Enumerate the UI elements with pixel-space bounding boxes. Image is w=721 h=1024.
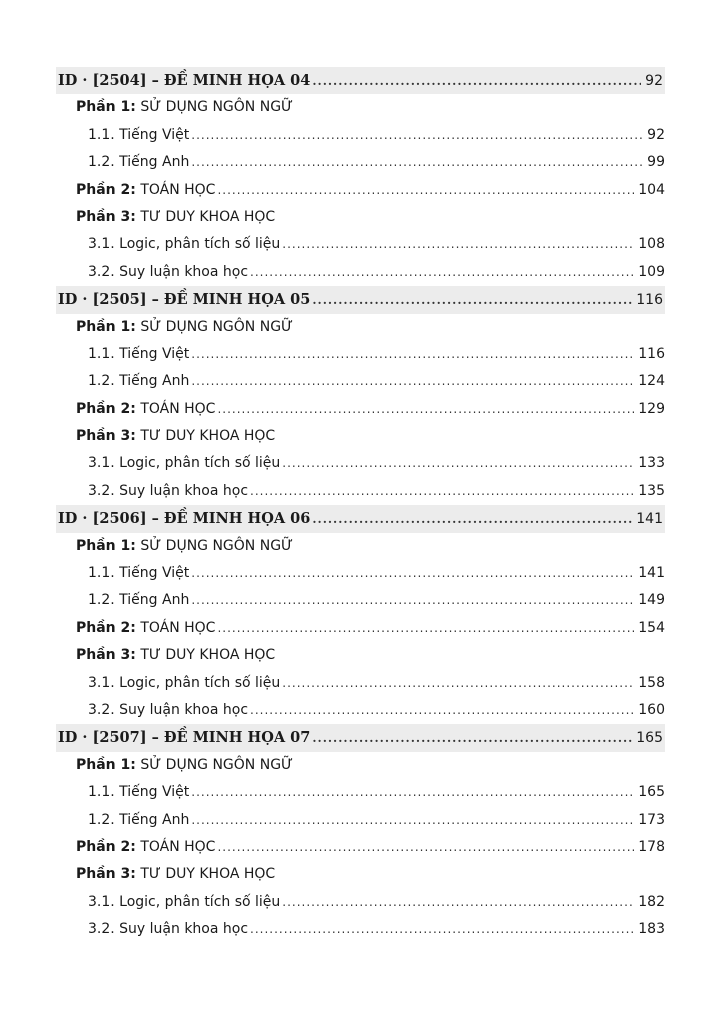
dot-leader <box>217 396 634 423</box>
toc-sub-label: 3.2. Suy luận khoa học <box>88 921 249 938</box>
toc-sub-row[interactable] <box>56 149 665 176</box>
toc-sub-label: 1.1. Tiếng Việt <box>88 565 190 582</box>
dot-leader <box>191 560 634 587</box>
toc-sub-label: 1.1. Tiếng Việt <box>88 345 190 362</box>
toc-part-label <box>76 861 275 888</box>
page-number: 178 <box>638 838 665 855</box>
dot-leader <box>312 725 632 752</box>
dot-leader <box>217 834 634 861</box>
toc-section <box>56 505 665 724</box>
toc-sub-row[interactable] <box>56 450 665 477</box>
toc-part-label <box>76 396 215 423</box>
page-number: 135 <box>638 482 665 499</box>
toc-sub-row[interactable] <box>56 368 665 395</box>
page-number: 104 <box>638 181 665 198</box>
toc-sub-label: 1.1. Tiếng Việt <box>88 784 190 801</box>
toc-part-row[interactable] <box>56 177 665 204</box>
toc-sub-label: 1.2. Tiếng Anh <box>88 154 190 171</box>
toc-part-prefix: Phần 2: <box>76 400 136 417</box>
toc-sub-label: 1.2. Tiếng Anh <box>88 592 190 609</box>
toc-sub-row[interactable] <box>56 231 665 258</box>
toc-part-title: TOÁN HỌC <box>140 619 216 636</box>
toc-sub-row[interactable] <box>56 807 665 834</box>
toc-part-row[interactable] <box>56 396 665 423</box>
toc-part-label <box>76 423 275 450</box>
toc-section <box>56 724 665 943</box>
toc-sub-row[interactable] <box>56 122 665 149</box>
toc-part-label <box>76 533 293 560</box>
page-number: 160 <box>638 701 665 718</box>
page-number: 108 <box>638 236 665 253</box>
toc-part-title: SỬ DỤNG NGÔN NGỮ <box>140 99 294 116</box>
page-number: 109 <box>638 263 665 280</box>
dot-leader <box>282 231 634 258</box>
toc-part-title: TOÁN HỌC <box>140 181 216 198</box>
page-number: 124 <box>638 373 665 390</box>
toc-heading-row[interactable] <box>56 505 665 532</box>
toc-sub-row[interactable] <box>56 670 665 697</box>
dot-leader <box>282 450 634 477</box>
toc-part-row[interactable] <box>56 314 665 341</box>
toc-sub-row[interactable] <box>56 341 665 368</box>
page-number: 154 <box>638 619 665 636</box>
toc-part-title: TƯ DUY KHOA HỌC <box>140 208 276 225</box>
toc-heading: ID · [2504] – ĐỀ MINH HỌA 04 <box>58 72 311 89</box>
toc-part-prefix: Phần 1: <box>76 99 136 116</box>
toc-part-prefix: Phần 2: <box>76 838 136 855</box>
toc-heading: ID · [2506] – ĐỀ MINH HỌA 06 <box>58 510 311 528</box>
dot-leader <box>312 506 632 533</box>
toc-part-prefix: Phần 3: <box>76 208 136 225</box>
toc-sub-label: 3.1. Logic, phân tích số liệu <box>88 236 281 253</box>
dot-leader <box>250 478 634 505</box>
toc-part-label <box>76 615 215 642</box>
dot-leader <box>250 916 634 943</box>
dot-leader <box>191 122 643 149</box>
toc-heading-row[interactable] <box>56 724 665 751</box>
toc-sub-label: 3.1. Logic, phân tích số liệu <box>88 674 281 691</box>
dot-leader <box>191 779 634 806</box>
dot-leader <box>191 807 634 834</box>
toc-part-row[interactable] <box>56 642 665 669</box>
dot-leader <box>217 615 634 642</box>
page-number: 165 <box>636 730 663 747</box>
page-number: 141 <box>638 565 665 582</box>
toc-part-prefix: Phần 2: <box>76 619 136 636</box>
page-number: 183 <box>638 921 665 938</box>
toc-part-prefix: Phần 2: <box>76 181 136 198</box>
toc-part-row[interactable] <box>56 204 665 231</box>
toc-part-prefix: Phần 1: <box>76 756 136 773</box>
dot-leader <box>250 259 634 286</box>
toc-part-label <box>76 204 275 231</box>
page-number: 99 <box>647 154 665 171</box>
toc-part-label <box>76 752 293 779</box>
toc-part-label <box>76 642 275 669</box>
toc-sub-label: 1.2. Tiếng Anh <box>88 373 190 390</box>
toc-sub-label: 3.1. Logic, phân tích số liệu <box>88 455 281 472</box>
page-number: 173 <box>638 811 665 828</box>
toc-part-prefix: Phần 1: <box>76 537 136 554</box>
page-number: 182 <box>638 893 665 910</box>
toc-part-title: SỬ DỤNG NGÔN NGỮ <box>140 318 294 335</box>
page-number: 149 <box>638 592 665 609</box>
page-number: 165 <box>638 784 665 801</box>
toc-part-title: TOÁN HỌC <box>140 838 216 855</box>
toc-sub-row[interactable] <box>56 889 665 916</box>
toc-part-prefix: Phần 3: <box>76 647 136 664</box>
dot-leader <box>282 670 634 697</box>
toc-sub-row[interactable] <box>56 916 665 943</box>
toc-sub-label: 1.2. Tiếng Anh <box>88 811 190 828</box>
dot-leader <box>312 287 632 314</box>
page-number: 116 <box>638 345 665 362</box>
dot-leader <box>282 889 634 916</box>
toc-sub-row[interactable] <box>56 259 665 286</box>
page-number: 141 <box>636 511 663 528</box>
toc-part-row[interactable] <box>56 861 665 888</box>
toc-part-prefix: Phần 1: <box>76 318 136 335</box>
dot-leader <box>312 68 641 95</box>
toc-part-row[interactable] <box>56 94 665 121</box>
toc-sub-row[interactable] <box>56 697 665 724</box>
page-number: 92 <box>647 126 665 143</box>
toc-part-title: TƯ DUY KHOA HỌC <box>140 647 276 664</box>
page-number: 158 <box>638 674 665 691</box>
toc-sub-row[interactable] <box>56 587 665 614</box>
toc-section <box>56 67 665 286</box>
toc-heading-row[interactable] <box>56 286 665 313</box>
toc-part-title: SỬ DỤNG NGÔN NGỮ <box>140 537 294 554</box>
dot-leader <box>250 697 634 724</box>
toc-part-row[interactable] <box>56 834 665 861</box>
toc-part-prefix: Phần 3: <box>76 866 136 883</box>
toc-sub-label: 3.2. Suy luận khoa học <box>88 482 249 499</box>
toc-part-label <box>76 94 293 121</box>
toc-sub-row[interactable] <box>56 560 665 587</box>
toc-part-label <box>76 177 215 204</box>
toc-part-title: SỬ DỤNG NGÔN NGỮ <box>140 756 294 773</box>
toc-sub-row[interactable] <box>56 779 665 806</box>
toc-part-prefix: Phần 3: <box>76 428 136 445</box>
toc-sub-label: 3.1. Logic, phân tích số liệu <box>88 893 281 910</box>
dot-leader <box>191 587 634 614</box>
dot-leader <box>191 341 634 368</box>
dot-leader <box>217 177 634 204</box>
toc-part-title: TOÁN HỌC <box>140 400 216 417</box>
toc-sub-label: 1.1. Tiếng Việt <box>88 126 190 143</box>
toc-sub-label: 3.2. Suy luận khoa học <box>88 701 249 718</box>
table-of-contents <box>56 67 665 944</box>
toc-sub-label: 3.2. Suy luận khoa học <box>88 263 249 280</box>
toc-part-label <box>76 834 215 861</box>
page-number: 129 <box>638 400 665 417</box>
toc-section <box>56 286 665 505</box>
page-number: 92 <box>645 73 663 89</box>
toc-part-row[interactable] <box>56 533 665 560</box>
toc-heading-row[interactable] <box>56 67 665 94</box>
dot-leader <box>191 368 634 395</box>
toc-sub-row[interactable] <box>56 478 665 505</box>
toc-part-title: TƯ DUY KHOA HỌC <box>140 428 276 445</box>
toc-part-row[interactable] <box>56 615 665 642</box>
dot-leader <box>191 149 643 176</box>
page-number: 133 <box>638 455 665 472</box>
toc-part-title: TƯ DUY KHOA HỌC <box>140 866 276 883</box>
toc-part-row[interactable] <box>56 752 665 779</box>
toc-heading: ID · [2505] – ĐỀ MINH HỌA 05 <box>58 291 311 309</box>
toc-heading: ID · [2507] – ĐỀ MINH HỌA 07 <box>58 729 311 747</box>
toc-part-label <box>76 314 293 341</box>
page-number: 116 <box>636 292 663 309</box>
toc-part-row[interactable] <box>56 423 665 450</box>
